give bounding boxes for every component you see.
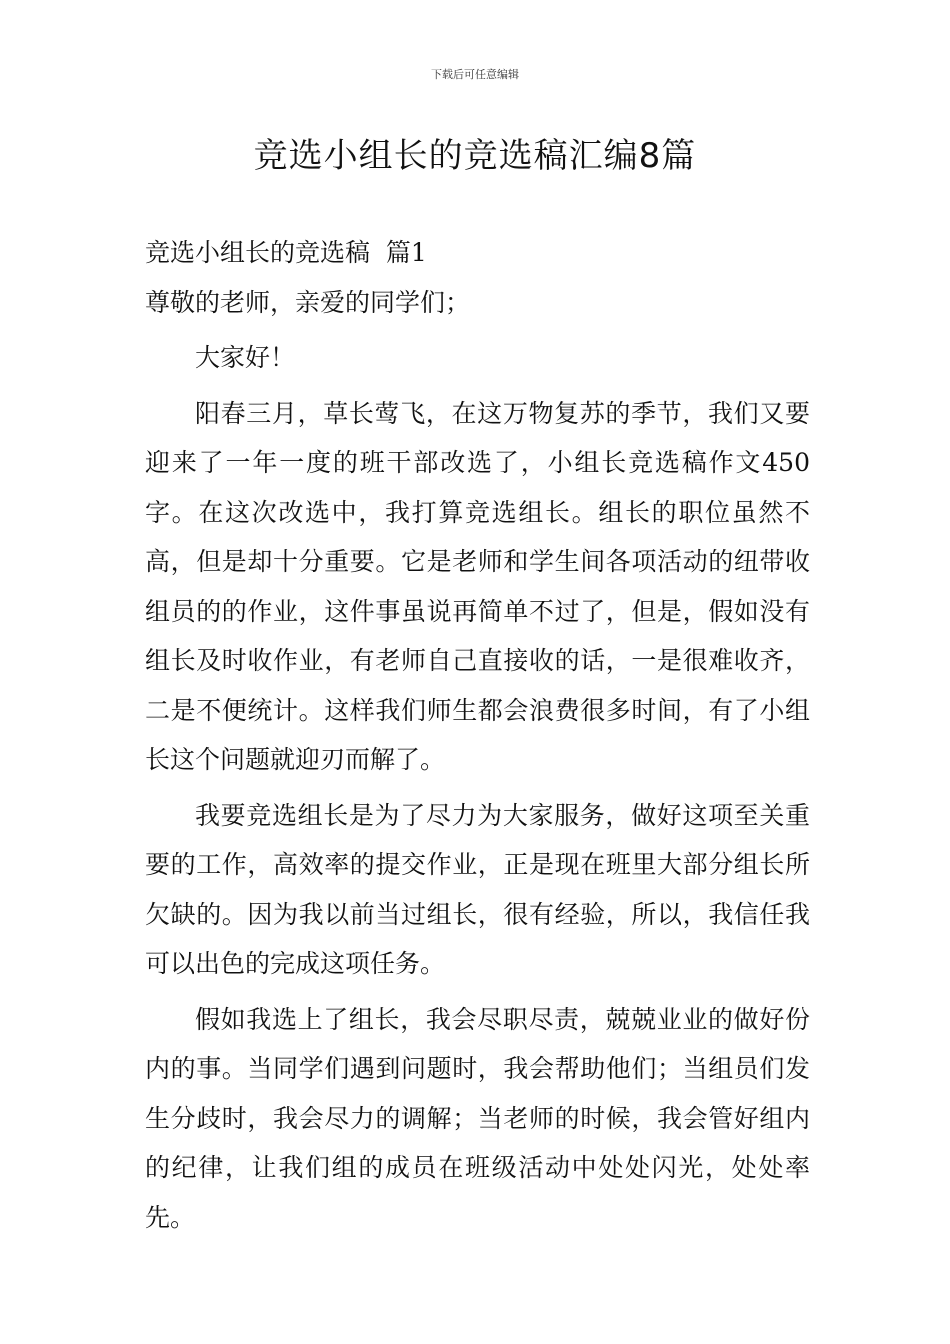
body-paragraph: 我要竞选组长是为了尽力为大家服务，做好这项至关重要的工作，高效率的提交作业，正是现在班里大部分组长所欠缺的。因为我以前当过组长，很有经验，所以，我信任我可以出色的完成这项任务。 bbox=[145, 800, 810, 978]
body-paragraph: 假如我选上了组长，我会尽职尽责，兢兢业业的做好份内的事。当同学们遇到问题时，我会帮助他们；当组员们发生分歧时，我会尽力的调解；当老师的时候，我会管好组内的纪律，让我们组的成员在班级活动中处处闪光，处处率先。 bbox=[145, 1004, 810, 1232]
greeting: 大家好！ bbox=[195, 343, 296, 372]
body-paragraph: 阳春三月，草长莺飞，在这万物复苏的季节，我们又要迎来了一年一度的班干部改选了，小组长竞选稿作文450字。在这次改选中，我打算竞选组长。组长的职位虽然不高，但是却十分重要。它是老师和学生间各项活动的纽带收组员的的作业，这件事虽说再简单不过了，但是，假如没有组长及时收作业，有老师自己直接收的话，一是很难收齐，二是不便统计。这样我们师生都会浪费很多时间，有了小组长这个问题就迎刃而解了。 bbox=[145, 398, 810, 774]
document-title: 竞选小组长的竞选稿汇编8篇 bbox=[253, 136, 697, 176]
salutation: 尊敬的老师，亲爱的同学们； bbox=[145, 287, 471, 317]
header-note: 下载后可任意编辑 bbox=[431, 68, 519, 81]
section-heading: 竞选小组长的竞选稿 篇1 bbox=[145, 238, 427, 267]
document-body bbox=[145, 228, 810, 1242]
